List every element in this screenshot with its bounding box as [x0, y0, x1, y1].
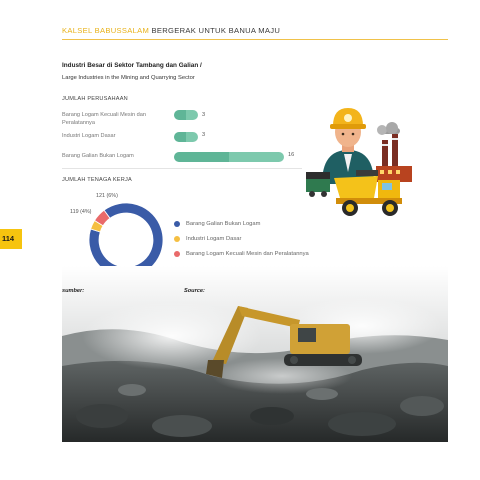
miner-with-mining-truck-and-factory-icon [300, 106, 418, 226]
section-title: Industri Besar di Sektor Tambang dan Galian / [62, 62, 202, 69]
page-number-tab [0, 229, 22, 249]
bar-fill [174, 132, 198, 142]
header-title-rest: BERGERAK UNTUK BANUA MAJU [151, 26, 281, 35]
excavator-at-smoky-quarry [62, 266, 448, 442]
bar-value: 16 [288, 152, 295, 158]
legend-text: Barang Logam Kecuali Mesin dan Peralatannya [186, 251, 309, 257]
legend-text: Industri Logam Dasar [186, 236, 242, 242]
bar-track [174, 132, 198, 142]
source-label-en: Source: [184, 288, 205, 294]
bar-row [62, 151, 302, 165]
bar-fill [174, 152, 284, 162]
bar-track [174, 110, 198, 120]
legend-dot [174, 236, 180, 242]
bar-fill-inner [174, 110, 186, 120]
legend-dot [174, 251, 180, 257]
donut-label-yellow: 119 (4%) [70, 209, 92, 215]
page-number: 114 [2, 234, 15, 243]
source-label-id: sumber: [62, 288, 85, 294]
bar-track [174, 152, 284, 162]
bar-value: 3 [202, 132, 206, 138]
bar-label: Barang Galian Bukan Logam [62, 153, 134, 159]
bar-label: Barang Logam Kecuali Mesin dan Peralatannya [62, 112, 146, 126]
bar-row [62, 131, 302, 145]
companies-label: JUMLAH PERUSAHAAN [62, 96, 128, 102]
bar-label: Industri Logam Dasar [62, 133, 116, 139]
header-title-accent: KALSEL BABUSSALAM [62, 26, 150, 35]
header-rule [62, 39, 448, 40]
page-header [62, 26, 448, 40]
bar-value: 3 [202, 112, 206, 118]
donut-label-red: 121 (6%) [96, 193, 118, 199]
section-subtitle: Large Industries in the Mining and Quarrying Sector [62, 75, 195, 81]
bar-row [62, 111, 302, 125]
legend-dot [174, 221, 180, 227]
bar-fill [174, 110, 198, 120]
bar-fill-inner [174, 152, 229, 162]
legend-text: Barang Galian Bukan Logam [186, 221, 261, 227]
bar-fill-inner [174, 132, 186, 142]
section-divider [62, 168, 302, 169]
workforce-label: JUMLAH TENAGA KERJA [62, 177, 132, 183]
